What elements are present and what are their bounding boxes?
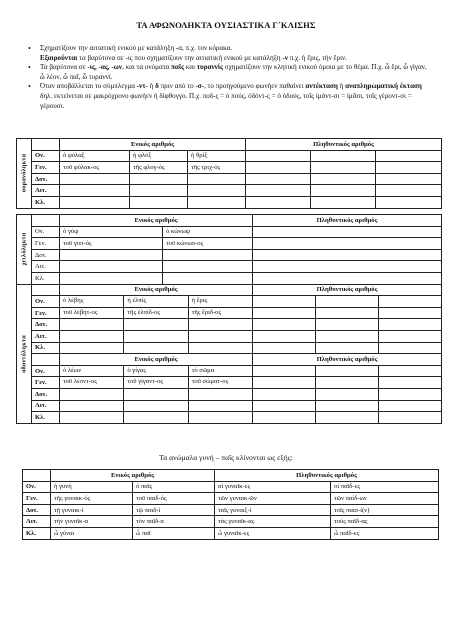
table-cell bbox=[130, 196, 188, 208]
table-cell bbox=[253, 401, 315, 412]
table-cell bbox=[378, 377, 441, 388]
cell-split bbox=[253, 331, 441, 342]
table-cell-group bbox=[253, 377, 442, 389]
table-cell bbox=[315, 308, 378, 319]
case-label: Αιτ. bbox=[32, 400, 60, 412]
table-cell: τῆς τριχ-ός bbox=[188, 162, 246, 174]
table-cell: τοῦ γίγαντ-ος bbox=[123, 377, 187, 388]
table-cell: ὁ γύψ bbox=[60, 226, 163, 238]
table-cell-group bbox=[60, 388, 253, 400]
table-row bbox=[17, 261, 442, 273]
case-label: Δοτ. bbox=[32, 319, 60, 331]
table-header-row bbox=[17, 354, 442, 366]
table-cell bbox=[163, 261, 253, 273]
table-cell: ταῖς γυναιξ-ί bbox=[215, 504, 331, 516]
case-label: Ον. bbox=[32, 226, 60, 238]
cell-split bbox=[253, 296, 441, 307]
table-row bbox=[17, 319, 442, 331]
table-cell bbox=[246, 185, 311, 197]
table-cell: ὁ λέβης bbox=[63, 297, 84, 305]
table-cell bbox=[188, 185, 246, 197]
cell-split bbox=[253, 412, 441, 423]
cell-split bbox=[60, 366, 252, 377]
table-cell-group bbox=[60, 319, 253, 331]
table-cell: τῆς ἔριδ-ος bbox=[188, 308, 252, 319]
table-cell bbox=[315, 377, 378, 388]
table-cell bbox=[123, 331, 187, 342]
cell-split bbox=[60, 401, 252, 412]
cell-split bbox=[60, 296, 252, 307]
table-cell bbox=[378, 412, 441, 423]
header-plural: Πληθυντικός αριθμός bbox=[253, 284, 442, 296]
table-cell: τῇ γυναικ-ί bbox=[51, 504, 133, 516]
table-cell: ὦ γυναῖκ-ες bbox=[215, 527, 331, 539]
header-blank bbox=[32, 139, 60, 151]
cell-split bbox=[60, 319, 252, 330]
table-cell bbox=[253, 319, 315, 330]
table-cell bbox=[253, 331, 315, 342]
table-row bbox=[17, 150, 442, 162]
table-cell bbox=[378, 366, 441, 377]
table-row bbox=[17, 162, 442, 174]
table-cell bbox=[123, 401, 187, 412]
table-cell bbox=[253, 261, 442, 273]
table-cell bbox=[60, 261, 163, 273]
side-label-odontolikta: οδοντόληκτα bbox=[20, 334, 28, 373]
table-cell: τὰς γυναῖκ-ας bbox=[215, 516, 331, 528]
table-body bbox=[17, 215, 442, 424]
table-cell-group bbox=[60, 377, 253, 389]
rule-item: • Όταν αποβάλλεται το σύμπλεγμα -ντ- ή δ πριν από το -σ-, το προηγούμενο φωνήεν παθαίνει αντέκταση ή αναπληρωματική έκταση δηλ. εκτείνεται σε μακρόχρονο φωνήεν ή δίφθογγο. Π.χ. ποδ-ς = ὁ πούς, ὀδόντ-ς = ὁ ὀδούς, τοῖς ἱμάντ-σι = ἱμᾶσι, τοῖς γέροντ-σι = γέρουσι. bbox=[26, 82, 431, 111]
table-header-row bbox=[17, 284, 442, 296]
table-cell-group bbox=[253, 412, 442, 424]
table-cell bbox=[60, 343, 123, 354]
page-title: ΤΑ ΑΦΩΝΟΛΗΚΤΑ ΟΥΣΙΑΣΤΙΚΑ Γ΄ΚΛΙΣΗΣ bbox=[136, 20, 316, 30]
case-label: Δοτ. bbox=[32, 173, 60, 185]
table-cell bbox=[315, 366, 378, 377]
table-cell bbox=[315, 343, 378, 354]
table-cell bbox=[378, 401, 441, 412]
table-cell bbox=[378, 296, 441, 307]
header-singular: Ενικός αριθμός bbox=[60, 354, 253, 366]
table-cell-group bbox=[253, 365, 442, 377]
table-body bbox=[17, 139, 442, 209]
table-cell bbox=[246, 173, 311, 185]
table-cell bbox=[315, 331, 378, 342]
table-cell bbox=[130, 185, 188, 197]
table-cell bbox=[253, 377, 315, 388]
table-header-row bbox=[23, 470, 439, 482]
case-label: Κλ. bbox=[23, 527, 51, 539]
header-singular: Ενικός αριθμός bbox=[60, 215, 253, 227]
case-label: Ον. bbox=[32, 150, 60, 162]
side-label-cheilolikta: χειλόληκτα bbox=[20, 232, 28, 266]
table-cell: τῆς ἐλπίδ-ος bbox=[123, 308, 187, 319]
table-cell bbox=[378, 319, 441, 330]
table-cell: τοὺς παῖδ-ας bbox=[331, 516, 439, 528]
table-cell bbox=[130, 173, 188, 185]
table-cell bbox=[253, 296, 315, 307]
table-row bbox=[17, 400, 442, 412]
table-row bbox=[23, 516, 439, 528]
table-cell bbox=[60, 272, 163, 284]
table-cell bbox=[315, 389, 378, 400]
table-cell bbox=[188, 412, 252, 423]
table-row bbox=[17, 196, 442, 208]
table-cell bbox=[315, 401, 378, 412]
table-cell bbox=[253, 249, 442, 261]
table-cell-group bbox=[60, 412, 253, 424]
table-row bbox=[23, 527, 439, 539]
table-body bbox=[23, 470, 439, 540]
cell-split bbox=[253, 366, 441, 377]
table-cell bbox=[311, 185, 376, 197]
case-label: Γεν. bbox=[32, 377, 60, 389]
table-cell bbox=[378, 308, 441, 319]
table-cell bbox=[60, 401, 123, 412]
case-label: Δοτ. bbox=[32, 388, 60, 400]
table-cell-group bbox=[60, 330, 253, 342]
table-row bbox=[17, 342, 442, 354]
table-cell bbox=[253, 366, 315, 377]
table-cell bbox=[246, 150, 311, 162]
case-label: Κλ. bbox=[32, 272, 60, 284]
table-anomala bbox=[22, 469, 439, 540]
table-row bbox=[23, 481, 439, 493]
table-cell: ὦ παῖ bbox=[133, 527, 215, 539]
case-label: Δοτ. bbox=[32, 249, 60, 261]
table-cell: τοῦ φύλακ-ος bbox=[60, 162, 130, 174]
case-label: Ον. bbox=[32, 365, 60, 377]
case-label: Γεν. bbox=[23, 493, 51, 505]
case-label: Αιτ. bbox=[32, 261, 60, 273]
cell-split bbox=[253, 343, 441, 354]
table-cell bbox=[376, 150, 442, 162]
table-cell: ὁ λέων bbox=[63, 366, 82, 374]
table-cell bbox=[60, 412, 123, 423]
table-cell bbox=[60, 185, 130, 197]
table-cell bbox=[60, 173, 130, 185]
table-cell bbox=[376, 173, 442, 185]
table-cell: τῆς φλογ-ός bbox=[130, 162, 188, 174]
side-label-cell bbox=[17, 139, 32, 209]
table-cell: τοῖς παισ-ί(ν) bbox=[331, 504, 439, 516]
table-cell bbox=[376, 196, 442, 208]
table-cell bbox=[253, 308, 315, 319]
table-cell bbox=[315, 319, 378, 330]
table-cell bbox=[315, 296, 378, 307]
rule-item: • Σχηματίζουν την αιτιατική ενικού με κατάληξη -α, π.χ. τον κόρακα. Εξαιρούνται τα βαρύτονα σε -ις που σχηματίζουν την αιτιατική ενικού με κατάληξη -ν π.χ. ἡ ἔρις, τὴν ἔριν. bbox=[26, 44, 431, 63]
table-cell: ἡ θρίξ bbox=[188, 150, 246, 162]
table-cell-group bbox=[253, 307, 442, 319]
header-plural: Πληθυντικός αριθμός bbox=[215, 470, 439, 482]
table-row bbox=[17, 388, 442, 400]
case-label: Ον. bbox=[23, 481, 51, 493]
table-cell bbox=[253, 272, 442, 284]
cell-split bbox=[60, 412, 252, 423]
table-cell bbox=[60, 249, 163, 261]
table-cell: τοῦ κώνωπ-ος bbox=[163, 238, 253, 250]
table-cell: ἡ ἔρις bbox=[188, 296, 252, 307]
table-cell bbox=[376, 185, 442, 197]
table-cell-group bbox=[253, 296, 442, 308]
table-cell-group bbox=[60, 296, 253, 308]
table-cell: τῶν παίδ-ων bbox=[331, 493, 439, 505]
table-cell bbox=[60, 331, 123, 342]
cell-split bbox=[60, 331, 252, 342]
table-cell bbox=[123, 343, 187, 354]
table-cell: ὦ παῖδ-ες bbox=[331, 527, 439, 539]
table-cell-group bbox=[253, 319, 442, 331]
table-cell: τοῦ λέοντ-ος bbox=[63, 378, 97, 386]
table-cell: ὁ κώνωψ bbox=[163, 226, 253, 238]
header-blank bbox=[32, 215, 60, 227]
case-label: Γεν. bbox=[32, 238, 60, 250]
table-cell bbox=[253, 226, 442, 238]
header-plural: Πληθυντικός αριθμός bbox=[253, 215, 442, 227]
case-label: Αιτ. bbox=[32, 185, 60, 197]
table-cell: τοῦ σώματ-ος bbox=[188, 377, 252, 388]
table-cell bbox=[163, 272, 253, 284]
table-cell bbox=[123, 319, 187, 330]
table-cell: τοῦ λέβητ-ος bbox=[63, 308, 98, 316]
case-label: Κλ. bbox=[32, 196, 60, 208]
table-cell: αἱ γυναῖκ-ες bbox=[215, 481, 331, 493]
table-cell-group bbox=[60, 365, 253, 377]
side-label-cell bbox=[17, 215, 32, 285]
table-cell bbox=[376, 162, 442, 174]
table-cell bbox=[188, 331, 252, 342]
case-label: Γεν. bbox=[32, 307, 60, 319]
table-cell: ἡ φλόξ bbox=[130, 150, 188, 162]
rules-list bbox=[26, 44, 431, 111]
cell-split bbox=[60, 389, 252, 400]
table-cell bbox=[188, 389, 252, 400]
header-blank bbox=[32, 354, 60, 366]
table-row bbox=[17, 226, 442, 238]
header-plural: Πληθυντικός αριθμός bbox=[246, 139, 442, 151]
cell-split bbox=[60, 308, 252, 319]
table-cell bbox=[163, 249, 253, 261]
table-cell bbox=[253, 389, 315, 400]
table-cell bbox=[311, 162, 376, 174]
table-cell: ὁ φύλαξ bbox=[60, 150, 130, 162]
table-cell bbox=[188, 401, 252, 412]
table-cell-group bbox=[253, 388, 442, 400]
cell-split bbox=[253, 389, 441, 400]
table-cell-group bbox=[60, 307, 253, 319]
case-label: Αιτ. bbox=[32, 330, 60, 342]
table-cell: τοῦ παιδ-ός bbox=[133, 493, 215, 505]
header-plural: Πληθυντικός αριθμός bbox=[253, 354, 442, 366]
case-label: Ον. bbox=[32, 296, 60, 308]
table-cell bbox=[311, 150, 376, 162]
table-cell bbox=[311, 173, 376, 185]
table-cell bbox=[188, 196, 246, 208]
header-blank bbox=[23, 470, 51, 482]
table-row bbox=[17, 307, 442, 319]
table-row bbox=[17, 365, 442, 377]
cell-split bbox=[253, 401, 441, 412]
table-row bbox=[17, 412, 442, 424]
table-cheilolikta-odontolikta bbox=[16, 214, 442, 424]
table-cell bbox=[188, 173, 246, 185]
table-cell: τὸν παῖδ-α bbox=[133, 516, 215, 528]
table-cell bbox=[60, 319, 123, 330]
table-header-row bbox=[17, 139, 442, 151]
table-cell: ὦ γύναι bbox=[51, 527, 133, 539]
table-row bbox=[17, 249, 442, 261]
table-cell: ὁ γίγας bbox=[123, 366, 187, 377]
table-row bbox=[23, 493, 439, 505]
table-row bbox=[17, 173, 442, 185]
table-cell: τῆς γυναικ-ός bbox=[51, 493, 133, 505]
table-cell bbox=[378, 389, 441, 400]
side-label-cell bbox=[17, 284, 32, 423]
table-row bbox=[17, 377, 442, 389]
table-cell: τὴν γυναῖκ-α bbox=[51, 516, 133, 528]
table-cell-group bbox=[253, 330, 442, 342]
table-cell bbox=[60, 389, 123, 400]
side-label-ouranolikta: ουρανόληκτα bbox=[20, 153, 28, 193]
cell-split bbox=[60, 377, 252, 388]
cell-split bbox=[60, 343, 252, 354]
table-row bbox=[17, 238, 442, 250]
table-cell: ἡ γυνή bbox=[51, 481, 133, 493]
table-cell bbox=[253, 412, 315, 423]
table-cell-group bbox=[253, 342, 442, 354]
case-label: Κλ. bbox=[32, 412, 60, 424]
table-cell: τοῦ γυπ-ός bbox=[60, 238, 163, 250]
table-cell: τῶν γυναικ-ῶν bbox=[215, 493, 331, 505]
table-header-row bbox=[17, 215, 442, 227]
case-label: Γεν. bbox=[32, 162, 60, 174]
table-cell: τὸ σῶμα bbox=[188, 366, 252, 377]
table-cell bbox=[188, 319, 252, 330]
cell-split bbox=[253, 319, 441, 330]
table-cell-group bbox=[253, 400, 442, 412]
case-label: Αιτ. bbox=[23, 516, 51, 528]
table-cell: τῷ παιδ-ί bbox=[133, 504, 215, 516]
table-row bbox=[17, 272, 442, 284]
table-row bbox=[17, 330, 442, 342]
table-cell: ὁ παῖς bbox=[133, 481, 215, 493]
anomala-title: Τα ανώμαλα γυνή – παῖς κλίνονται ως εξής: bbox=[159, 453, 293, 462]
table-cell bbox=[246, 196, 311, 208]
header-singular: Ενικός αριθμός bbox=[60, 284, 253, 296]
table-row bbox=[17, 185, 442, 197]
table-cell bbox=[123, 389, 187, 400]
table-cell bbox=[123, 412, 187, 423]
table-cell bbox=[315, 412, 378, 423]
table-row bbox=[17, 296, 442, 308]
table-cell: ἡ ἐλπίς bbox=[123, 296, 187, 307]
table-cell bbox=[253, 238, 442, 250]
header-singular: Ενικός αριθμός bbox=[60, 139, 246, 151]
table-row bbox=[23, 504, 439, 516]
case-label: Κλ. bbox=[32, 342, 60, 354]
table-cell bbox=[311, 196, 376, 208]
table-cell bbox=[246, 162, 311, 174]
table-cell-group bbox=[60, 342, 253, 354]
table-cell: οἱ παῖδ-ες bbox=[331, 481, 439, 493]
rule-item: • Τα βαρύτονα σε -ις, -ας, -ων, και τα ονόματα παῖς και τυραννίς σχηματίζουν την κλητική ενικού όμοια με το θέμα. Π.χ. ὦ ἔρι, ὦ γίγαν, ὦ λέον, ὦ παῖ, ὦ τυραννί. bbox=[26, 63, 431, 82]
table-cell-group bbox=[60, 400, 253, 412]
header-blank bbox=[32, 284, 60, 296]
cell-split bbox=[253, 308, 441, 319]
table-ouranolikta bbox=[16, 138, 442, 209]
table-cell bbox=[378, 331, 441, 342]
table-cell bbox=[378, 343, 441, 354]
header-singular: Ενικός αριθμός bbox=[51, 470, 215, 482]
case-label: Δοτ. bbox=[23, 504, 51, 516]
cell-split bbox=[253, 377, 441, 388]
table-cell bbox=[253, 343, 315, 354]
table-cell bbox=[60, 196, 130, 208]
table-cell bbox=[188, 343, 252, 354]
